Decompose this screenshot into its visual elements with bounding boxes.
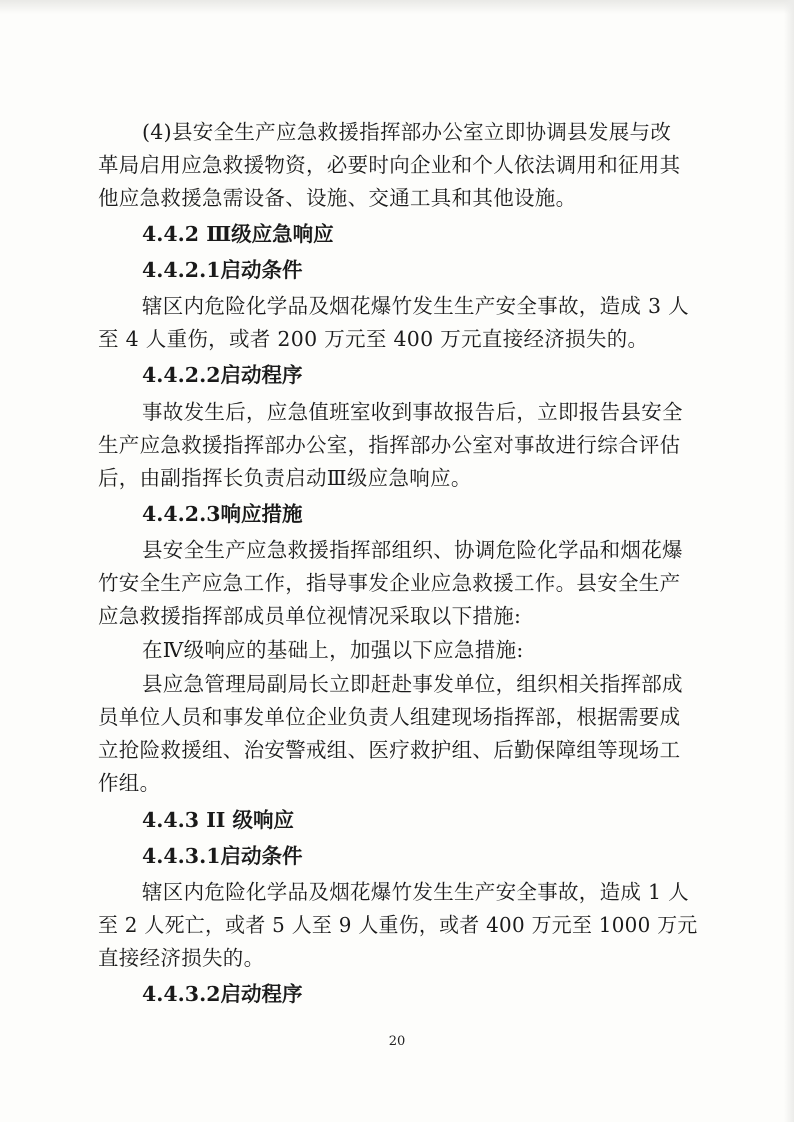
subsection-heading: 4.4.2.2启动程序 bbox=[142, 363, 303, 387]
subsection-heading: 4.4.2.1启动条件 bbox=[142, 258, 303, 282]
subsection-heading: 4.4.2.3响应措施 bbox=[142, 502, 303, 526]
paragraph-line: 至 4 人重伤，或者 200 万元至 400 万元直接经济损失的。 bbox=[98, 327, 649, 351]
paragraph-line: 在Ⅳ级响应的基础上，加强以下应急措施: bbox=[142, 638, 524, 662]
paragraph-line: 辖区内危险化学品及烟花爆竹发生生产安全事故，造成 3 人 bbox=[142, 294, 689, 318]
paragraph-line: 作组。 bbox=[98, 771, 161, 795]
paragraph-line: 应急救援指挥部成员单位视情况采取以下措施: bbox=[98, 604, 522, 628]
paragraph-line: 县应急管理局副局长立即赶赴事发单位，组织相关指挥部成 bbox=[142, 672, 683, 696]
paragraph-line: 县安全生产应急救援指挥部组织、协调危险化学品和烟花爆 bbox=[142, 538, 683, 562]
paragraph-line: 后，由副指挥长负责启动Ⅲ级应急响应。 bbox=[98, 466, 472, 490]
subsection-heading: 4.4.3.1启动条件 bbox=[142, 844, 303, 868]
paragraph-line: 辖区内危险化学品及烟花爆竹发生生产安全事故，造成 1 人 bbox=[142, 880, 689, 904]
section-heading: 4.4.2 Ⅲ级应急响应 bbox=[142, 222, 334, 246]
scan-edge-shadow bbox=[784, 0, 794, 1122]
scan-edge-shadow bbox=[0, 0, 794, 14]
paragraph-line: 直接经济损失的。 bbox=[98, 946, 265, 970]
paragraph-line: 员单位人员和事发单位企业负责人组建现场指挥部，根据需要成 bbox=[98, 705, 681, 729]
paragraph-line: 竹安全生产应急工作，指导事发企业应急救援工作。县安全生产 bbox=[98, 571, 681, 595]
paragraph-line: 事故发生后，应急值班室收到事故报告后，立即报告县安全 bbox=[142, 400, 683, 424]
page-number: 20 bbox=[388, 1034, 406, 1049]
paragraph-line: 生产应急救援指挥部办公室，指挥部办公室对事故进行综合评估 bbox=[98, 433, 681, 457]
section-heading: 4.4.3 II 级响应 bbox=[142, 808, 295, 832]
paragraph-line: 他应急救援急需设备、设施、交通工具和其他设施。 bbox=[98, 186, 577, 210]
paragraph-line: (4)县安全生产应急救援指挥部办公室立即协调县发展与改 bbox=[142, 120, 672, 144]
paragraph-line: 至 2 人死亡，或者 5 人至 9 人重伤，或者 400 万元至 1000 万元 bbox=[98, 913, 698, 937]
paragraph-line: 立抢险救援组、治安警戒组、医疗救护组、后勤保障组等现场工 bbox=[98, 738, 681, 762]
subsection-heading: 4.4.3.2启动程序 bbox=[142, 982, 303, 1006]
paragraph-line: 革局启用应急救援物资，必要时向企业和个人依法调用和征用其 bbox=[98, 153, 681, 177]
